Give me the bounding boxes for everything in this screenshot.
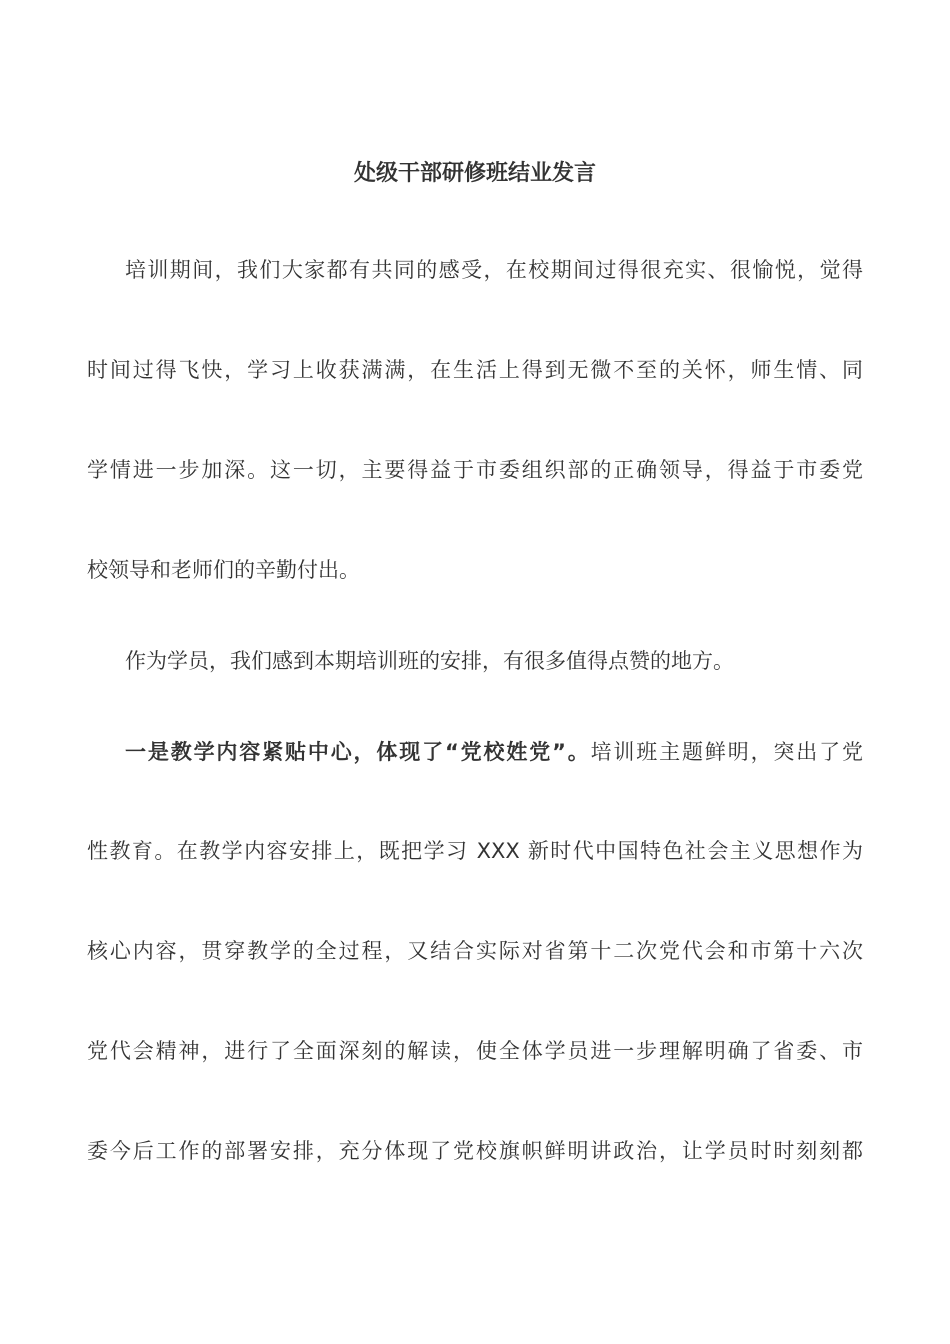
section-heading: 一是教学内容紧贴中心，体现了“党校姓党”。 (125, 740, 591, 764)
document-title: 处级干部研修班结业发言 (353, 161, 596, 186)
paragraph-2-line-1: 作为学员，我们感到本期培训班的安排，有很多值得点赞的地方。 (125, 649, 734, 673)
paragraph-3-line-1-text: 培训班主题鲜明，突出了党 (590, 740, 863, 764)
paragraph-3-line-1 (125, 735, 863, 769)
paragraph-1-line-2: 时间过得飞快，学习上收获满满，在生活上得到无微不至的关怀，师生情、同 (87, 358, 863, 382)
paragraph-1-line-1: 培训期间，我们大家都有共同的感受，在校期间过得很充实、很愉悦，觉得 (125, 258, 863, 282)
paragraph-1-line-3: 学情进一步加深。这一切，主要得益于市委组织部的正确领导，得益于市委党 (87, 458, 863, 482)
paragraph-1-line-4: 校领导和老师们的辛勤付出。 (87, 558, 360, 582)
paragraph-3-line-5: 委今后工作的部署安排，充分体现了党校旗帜鲜明讲政治，让学员时时刻刻都 (87, 1139, 863, 1163)
paragraph-3-line-3: 核心内容，贯穿教学的全过程，又结合实际对省第十二次党代会和市第十六次 (87, 939, 863, 963)
paragraph-3-line-2: 性教育。在教学内容安排上，既把学习 XXX 新时代中国特色社会主义思想作为 (87, 839, 863, 863)
paragraph-3-line-4: 党代会精神，进行了全面深刻的解读，使全体学员进一步理解明确了省委、市 (87, 1039, 863, 1063)
